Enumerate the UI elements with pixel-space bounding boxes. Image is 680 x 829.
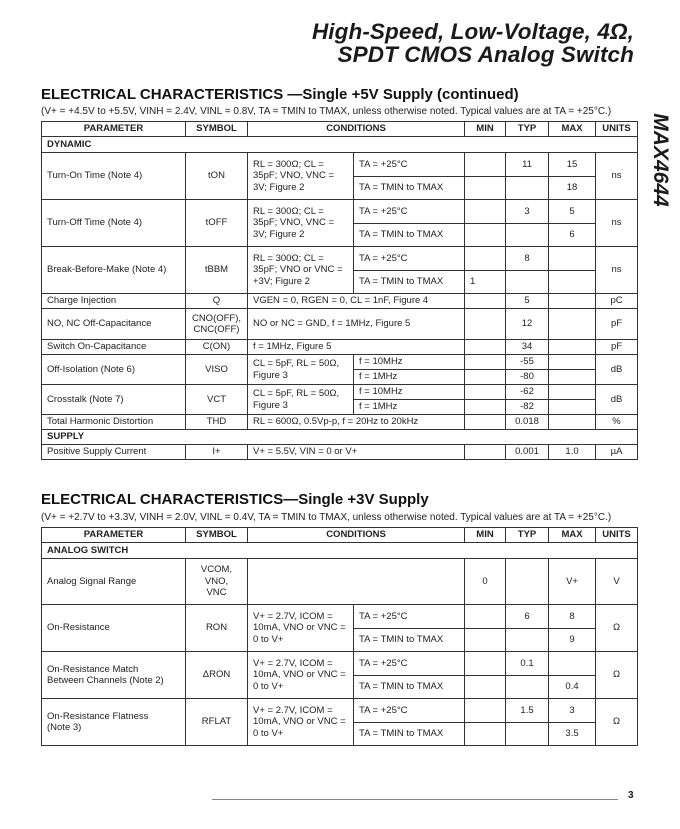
section-1-title: ELECTRICAL CHARACTERISTICS —Single +5V Supply (continued) bbox=[41, 86, 519, 103]
symbol: tON bbox=[186, 153, 248, 200]
condition-temp: TA = TMIN to TMAX bbox=[354, 676, 465, 699]
param-name: Positive Supply Current bbox=[42, 445, 186, 460]
typ-value: 6 bbox=[506, 605, 549, 629]
min-value bbox=[465, 723, 506, 746]
col-header-max: MAX bbox=[549, 122, 596, 137]
page-number: 3 bbox=[628, 790, 634, 801]
symbol: tBBM bbox=[186, 247, 248, 294]
condition-temp: TA = TMIN to TMAX bbox=[354, 723, 465, 746]
group-label: SUPPLY bbox=[42, 430, 638, 445]
max-value bbox=[549, 385, 596, 400]
max-value bbox=[549, 415, 596, 430]
max-value bbox=[549, 309, 596, 340]
typ-value bbox=[506, 723, 549, 746]
condition bbox=[248, 559, 465, 605]
spec-table-5v bbox=[41, 121, 638, 460]
units: µA bbox=[596, 445, 638, 460]
col-header-typ: TYP bbox=[506, 122, 549, 137]
min-value bbox=[465, 445, 506, 460]
symbol: RON bbox=[186, 605, 248, 652]
symbol: THD bbox=[186, 415, 248, 430]
max-value bbox=[549, 400, 596, 415]
table-row bbox=[42, 415, 638, 430]
typ-value: 12 bbox=[506, 309, 549, 340]
col-header-parameter: PARAMETER bbox=[42, 122, 186, 137]
min-value: 1 bbox=[465, 271, 506, 294]
param-name: On-Resistance bbox=[42, 605, 186, 652]
col-header-units: UNITS bbox=[596, 122, 638, 137]
units: pF bbox=[596, 340, 638, 355]
typ-value bbox=[506, 559, 549, 605]
col-header-min: MIN bbox=[465, 122, 506, 137]
condition-freq: f = 10MHz bbox=[354, 385, 465, 400]
min-value bbox=[465, 415, 506, 430]
param-line: Between Channels (Note 2) bbox=[47, 675, 164, 686]
param-name: Total Harmonic Distortion bbox=[42, 415, 186, 430]
typ-value: 0.018 bbox=[506, 415, 549, 430]
typ-value: -80 bbox=[506, 370, 549, 385]
condition: RL = 300Ω; CL = 35pF; VNO, VNC = 3V; Figure 2 bbox=[248, 200, 354, 247]
col-header-typ: TYP bbox=[506, 528, 549, 543]
min-value bbox=[465, 605, 506, 629]
param-name: Switch On-Capacitance bbox=[42, 340, 186, 355]
units: Ω bbox=[596, 652, 638, 699]
typ-value bbox=[506, 177, 549, 200]
condition: RL = 300Ω; CL = 35pF; VNO or VNC = +3V; Figure 2 bbox=[248, 247, 354, 294]
condition: NO or NC = GND, f = 1MHz, Figure 5 bbox=[248, 309, 465, 340]
condition-freq: f = 1MHz bbox=[354, 370, 465, 385]
header-row bbox=[42, 528, 638, 543]
units: pC bbox=[596, 294, 638, 309]
min-value bbox=[465, 294, 506, 309]
max-value: 3.5 bbox=[549, 723, 596, 746]
symbol: ΔRON bbox=[186, 652, 248, 699]
typ-value: 3 bbox=[506, 200, 549, 224]
symbol: RFLAT bbox=[186, 699, 248, 746]
col-header-units: UNITS bbox=[596, 528, 638, 543]
condition: CL = 5pF, RL = 50Ω, Figure 3 bbox=[248, 385, 354, 415]
symbol: Q bbox=[186, 294, 248, 309]
typ-value: 5 bbox=[506, 294, 549, 309]
param-name: Charge Injection bbox=[42, 294, 186, 309]
table-row bbox=[42, 605, 638, 629]
condition: RL = 600Ω, 0.5Vp-p, f = 20Hz to 20kHz bbox=[248, 415, 465, 430]
group-row-supply bbox=[42, 430, 638, 445]
units: Ω bbox=[596, 699, 638, 746]
col-header-symbol: SYMBOL bbox=[186, 122, 248, 137]
col-header-conditions: CONDITIONS bbox=[248, 528, 465, 543]
min-value bbox=[465, 370, 506, 385]
symbol bbox=[186, 559, 248, 605]
condition: V+ = 2.7V, ICOM = 10mA, VNO or VNC = 0 to V+ bbox=[248, 605, 354, 652]
min-value bbox=[465, 247, 506, 271]
min-value bbox=[465, 400, 506, 415]
condition-freq: f = 1MHz bbox=[354, 400, 465, 415]
condition: RL = 300Ω; CL = 35pF; VNO, VNC = 3V; Figure 2 bbox=[248, 153, 354, 200]
group-label: ANALOG SWITCH bbox=[42, 543, 638, 559]
min-value bbox=[465, 200, 506, 224]
min-value bbox=[465, 355, 506, 370]
col-header-max: MAX bbox=[549, 528, 596, 543]
typ-value: 0.1 bbox=[506, 652, 549, 676]
typ-value bbox=[506, 629, 549, 652]
col-header-min: MIN bbox=[465, 528, 506, 543]
table-row bbox=[42, 355, 638, 370]
min-value bbox=[465, 676, 506, 699]
condition: f = 1MHz, Figure 5 bbox=[248, 340, 465, 355]
max-value bbox=[549, 652, 596, 676]
table-row bbox=[42, 699, 638, 723]
min-value bbox=[465, 340, 506, 355]
param-name: Turn-Off Time (Note 4) bbox=[42, 200, 186, 247]
param-name bbox=[42, 699, 186, 746]
max-value bbox=[549, 355, 596, 370]
min-value bbox=[465, 629, 506, 652]
typ-value: 1.5 bbox=[506, 699, 549, 723]
symbol-line: CNC(OFF) bbox=[193, 324, 240, 335]
min-value bbox=[465, 153, 506, 177]
typ-value bbox=[506, 676, 549, 699]
param-name: Crosstalk (Note 7) bbox=[42, 385, 186, 415]
symbol-line: VCOM, bbox=[200, 564, 233, 576]
typ-value: -82 bbox=[506, 400, 549, 415]
title-line-1: High-Speed, Low-Voltage, 4Ω, bbox=[311, 19, 634, 44]
title-line-2: SPDT CMOS Analog Switch bbox=[337, 42, 634, 67]
condition: V+ = 2.7V, ICOM = 10mA, VNO or VNC = 0 to V+ bbox=[248, 652, 354, 699]
condition: V+ = 2.7V, ICOM = 10mA, VNO or VNC = 0 to V+ bbox=[248, 699, 354, 746]
units: dB bbox=[596, 355, 638, 385]
condition-temp: TA = TMIN to TMAX bbox=[354, 177, 465, 200]
condition: VGEN = 0, RGEN = 0, CL = 1nF, Figure 4 bbox=[248, 294, 465, 309]
max-value: V+ bbox=[549, 559, 596, 605]
table-row bbox=[42, 294, 638, 309]
units: ns bbox=[596, 247, 638, 294]
typ-value: 8 bbox=[506, 247, 549, 271]
max-value: 1.0 bbox=[549, 445, 596, 460]
min-value: 0 bbox=[465, 559, 506, 605]
max-value: 15 bbox=[549, 153, 596, 177]
symbol: I+ bbox=[186, 445, 248, 460]
param-name: Break-Before-Make (Note 4) bbox=[42, 247, 186, 294]
condition-temp: TA = +25°C bbox=[354, 247, 465, 271]
table-row bbox=[42, 340, 638, 355]
min-value bbox=[465, 699, 506, 723]
max-value bbox=[549, 271, 596, 294]
condition-temp: TA = +25°C bbox=[354, 200, 465, 224]
symbol: VCT bbox=[186, 385, 248, 415]
min-value bbox=[465, 385, 506, 400]
param-name: NO, NC Off-Capacitance bbox=[42, 309, 186, 340]
part-number: MAX4644 bbox=[649, 113, 672, 207]
spec-table-3v bbox=[41, 527, 638, 746]
condition-temp: TA = +25°C bbox=[354, 652, 465, 676]
max-value bbox=[549, 370, 596, 385]
max-value: 9 bbox=[549, 629, 596, 652]
table-row bbox=[42, 445, 638, 460]
symbol-line: CNO(OFF), bbox=[191, 312, 242, 324]
group-label: DYNAMIC bbox=[42, 137, 638, 153]
section-2-title: ELECTRICAL CHARACTERISTICS—Single +3V Supply bbox=[41, 491, 429, 508]
group-row-dynamic bbox=[42, 137, 638, 153]
param-name: Turn-On Time (Note 4) bbox=[42, 153, 186, 200]
units: V bbox=[596, 559, 638, 605]
min-value bbox=[465, 309, 506, 340]
condition-temp: TA = TMIN to TMAX bbox=[354, 629, 465, 652]
max-value bbox=[549, 294, 596, 309]
condition: V+ = 5.5V, VIN = 0 or V+ bbox=[248, 445, 465, 460]
units: % bbox=[596, 415, 638, 430]
units: ns bbox=[596, 200, 638, 247]
max-value: 6 bbox=[549, 224, 596, 247]
param-line: On-Resistance Flatness bbox=[47, 710, 149, 722]
param-line: On-Resistance Match bbox=[47, 663, 139, 675]
min-value bbox=[465, 224, 506, 247]
condition-temp: TA = +25°C bbox=[354, 605, 465, 629]
typ-value: 34 bbox=[506, 340, 549, 355]
section-1-conditions: (V+ = +4.5V to +5.5V, VINH = 2.4V, VINL = 0.8V, TA = TMIN to TMAX, unless otherwise noted. Typical values are at TA = +25°C.) bbox=[41, 106, 612, 117]
table-row bbox=[42, 247, 638, 271]
min-value bbox=[465, 652, 506, 676]
units: ns bbox=[596, 153, 638, 200]
symbol bbox=[186, 309, 248, 340]
max-value: 3 bbox=[549, 699, 596, 723]
typ-value bbox=[506, 271, 549, 294]
param-name: Analog Signal Range bbox=[42, 559, 186, 605]
max-value bbox=[549, 247, 596, 271]
condition-temp: TA = TMIN to TMAX bbox=[354, 224, 465, 247]
header-row bbox=[42, 122, 638, 137]
typ-value: 0.001 bbox=[506, 445, 549, 460]
units: pF bbox=[596, 309, 638, 340]
condition-temp: TA = +25°C bbox=[354, 153, 465, 177]
condition-freq: f = 10MHz bbox=[354, 355, 465, 370]
param-line: (Note 3) bbox=[47, 722, 82, 733]
typ-value: -62 bbox=[506, 385, 549, 400]
table-row bbox=[42, 385, 638, 400]
symbol-line: VNC bbox=[206, 587, 227, 599]
units: Ω bbox=[596, 605, 638, 652]
max-value: 8 bbox=[549, 605, 596, 629]
symbol: C(ON) bbox=[186, 340, 248, 355]
max-value bbox=[549, 340, 596, 355]
min-value bbox=[465, 177, 506, 200]
part-number-side-label bbox=[640, 90, 680, 230]
max-value: 18 bbox=[549, 177, 596, 200]
table-row bbox=[42, 200, 638, 224]
table-row bbox=[42, 559, 638, 605]
group-row-analog-switch bbox=[42, 543, 638, 559]
param-name bbox=[42, 652, 186, 699]
document-title bbox=[312, 20, 634, 66]
symbol: VISO bbox=[186, 355, 248, 385]
max-value: 5 bbox=[549, 200, 596, 224]
condition-temp: TA = TMIN to TMAX bbox=[354, 271, 465, 294]
table-row bbox=[42, 309, 638, 340]
max-value: 0.4 bbox=[549, 676, 596, 699]
param-name: Off-Isolation (Note 6) bbox=[42, 355, 186, 385]
condition: CL = 5pF, RL = 50Ω, Figure 3 bbox=[248, 355, 354, 385]
col-header-symbol: SYMBOL bbox=[186, 528, 248, 543]
typ-value bbox=[506, 224, 549, 247]
symbol-line: VNO, bbox=[204, 575, 229, 587]
col-header-parameter: PARAMETER bbox=[42, 528, 186, 543]
typ-value: 11 bbox=[506, 153, 549, 177]
units: dB bbox=[596, 385, 638, 415]
section-2-conditions: (V+ = +2.7V to +3.3V, VINH = 2.0V, VINL = 0.4V, TA = TMIN to TMAX, unless otherwise noted. Typical values are at TA = +25°C.) bbox=[41, 512, 612, 523]
symbol: tOFF bbox=[186, 200, 248, 247]
condition-temp: TA = +25°C bbox=[354, 699, 465, 723]
typ-value: -55 bbox=[506, 355, 549, 370]
col-header-conditions: CONDITIONS bbox=[248, 122, 465, 137]
footer-rule bbox=[212, 799, 618, 800]
table-row bbox=[42, 153, 638, 177]
table-row bbox=[42, 652, 638, 676]
